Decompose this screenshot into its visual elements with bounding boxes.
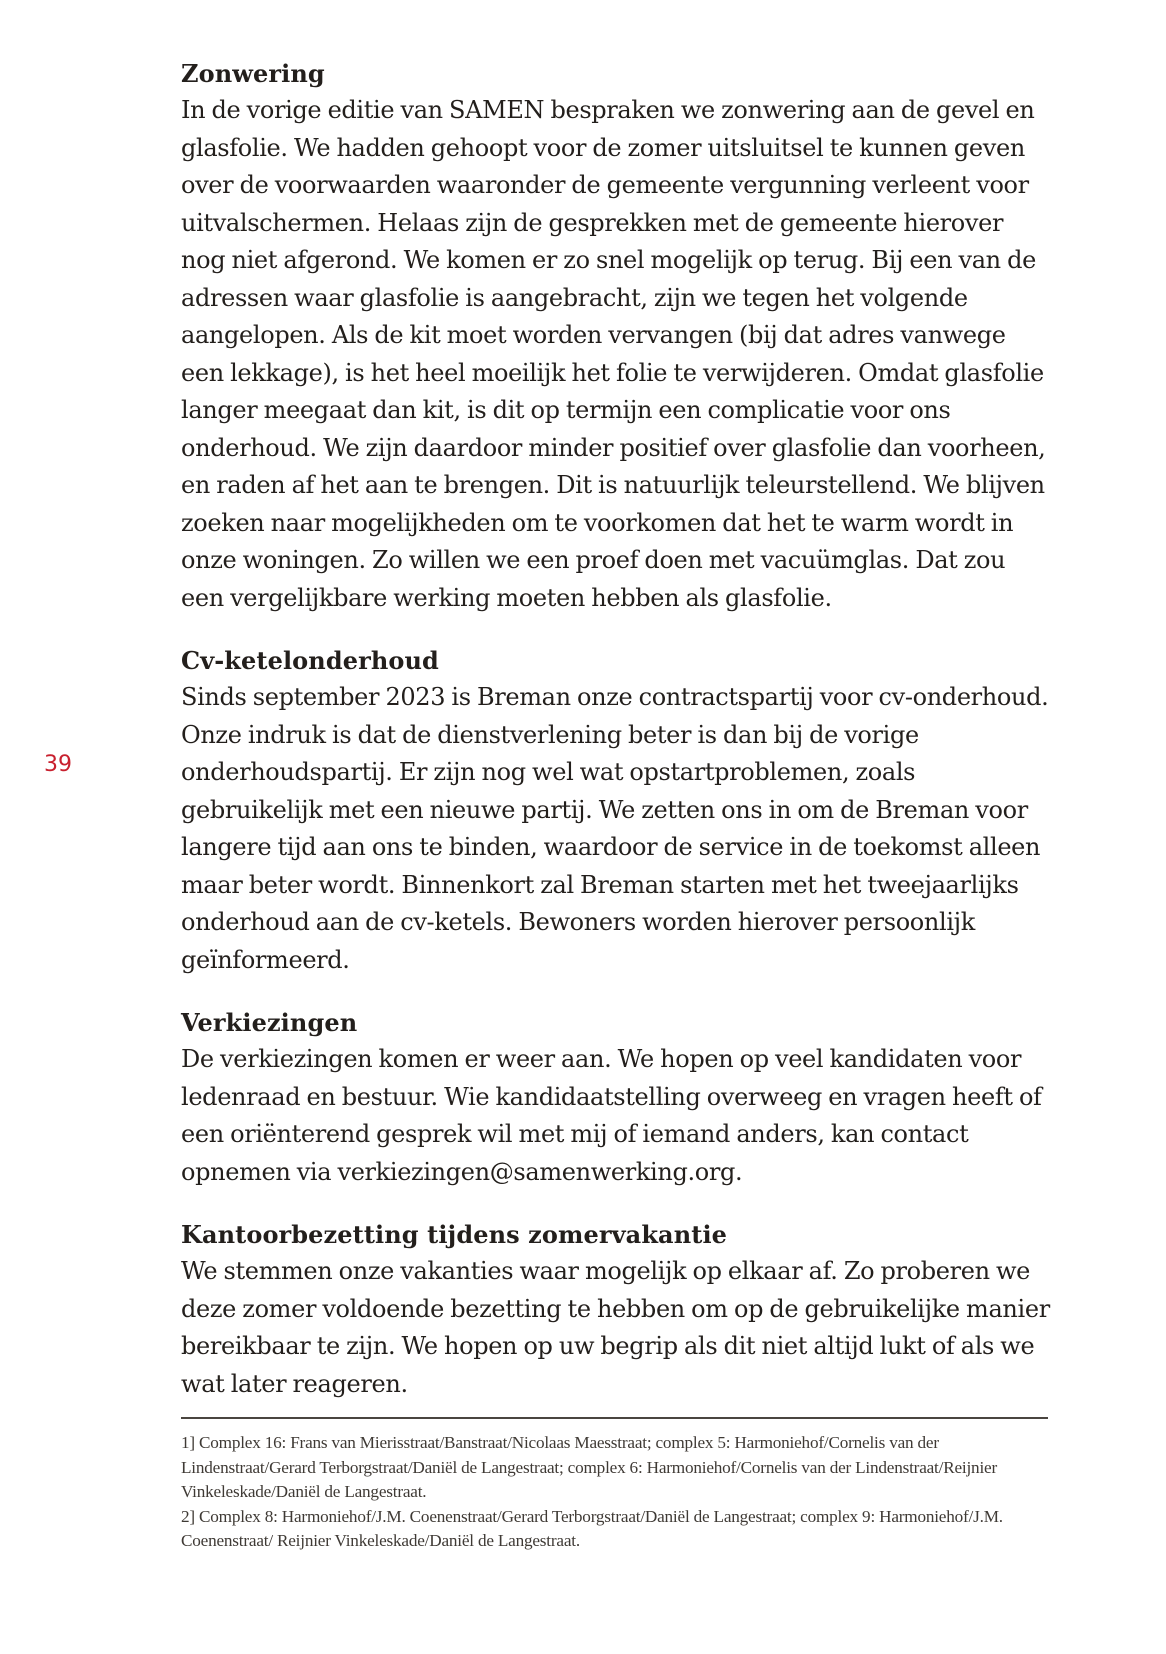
section-body: We stemmen onze vakanties waar mogelijk op elkaar af. Zo proberen we deze zomer voldoende bezetting te hebben om op de gebruikelijke manier bereikbaar te zijn. We hopen op uw begrip als dit niet altijd lukt of als we wat later reageren. bbox=[181, 1257, 1050, 1398]
section-heading: Kantoorbezetting tijdens zomervakantie bbox=[181, 1220, 728, 1249]
section-heading: Cv-ketelonderhoud bbox=[181, 646, 439, 675]
section-body: De verkiezingen komen er weer aan. We hopen op veel kandidaten voor ledenraad en bestuur. Wie kandidaatstelling overweeg en vragen heeft of een oriënterend gesprek wil met mij of iemand anders, kan contact opnemen via verkiezingen@samenwerking.org. bbox=[181, 1045, 1042, 1186]
section-cv-ketelonderhoud bbox=[181, 643, 1051, 979]
footnotes bbox=[181, 1431, 1048, 1554]
page-number: 39 bbox=[44, 752, 72, 777]
section-body: In de vorige editie van SAMEN bespraken we zonwering aan de gevel en glasfolie. We hadden gehoopt voor de zomer uitsluitsel te kunnen geven over de voorwaarden waaronder de gemeente vergunning verleent voor uitvalschermen. Helaas zijn de gesprekken met de gemeente hierover nog niet afgerond. We komen er zo snel mogelijk op terug. Bij een van de adressen waar glasfolie is aangebracht, zijn we tegen het volgende aangelopen. Als de kit moet worden vervangen (bij dat adres vanwege een lekkage), is het heel moeilijk het folie te verwijderen. Omdat glasfolie langer meegaat dan kit, is dit op termijn een complicatie voor ons onderhoud. We zijn daardoor minder positief over glasfolie dan voorheen, en raden af het aan te brengen. Dit is natuurlijk teleurstellend. We blijven zoeken naar mogelijkheden om te voorkomen dat het te warm wordt in onze woningen. Zo willen we een proef doen met vacuümglas. Dat zou een vergelijkbare werking moeten hebben als glasfolie. bbox=[181, 96, 1046, 612]
footnote-2: 2] Complex 8: Harmoniehof/J.M. Coenenstraat/Gerard Terborgstraat/Daniël de Langestraat; complex 9: Harmoniehof/J.M. Coenenstraat/ Reijnier Vinkeleskade/Daniël de Langestraat. bbox=[181, 1506, 1003, 1550]
section-body: Sinds september 2023 is Breman onze contractspartij voor cv-onderhoud. Onze indruk is dat de dienstverlening beter is dan bij de vorige onderhoudspartij. Er zijn nog wel wat opstartproblemen, zoals gebruikelijk met een nieuwe partij. We zetten ons in om de Breman voor langere tijd aan ons te binden, waardoor de service in de toekomst alleen maar beter wordt. Binnenkort zal Breman starten met het tweejaarlijks onderhoud aan de cv-ketels. Bewoners worden hierover persoonlijk geïnformeerd. bbox=[181, 683, 1049, 974]
section-heading: Zonwering bbox=[181, 59, 325, 88]
section-verkiezingen bbox=[181, 1005, 1051, 1191]
section-heading: Verkiezingen bbox=[181, 1008, 358, 1037]
section-zonwering bbox=[181, 56, 1051, 617]
section-kantoorbezetting bbox=[181, 1217, 1051, 1403]
article-column bbox=[181, 56, 1051, 1554]
footnote-divider bbox=[181, 1417, 1048, 1419]
footnote-1: 1] Complex 16: Frans van Mierisstraat/Banstraat/Nicolaas Maesstraat; complex 5: Harmoniehof/Cornelis van der Lindenstraat/Gerard Terborgstraat/Daniël de Langestraat; complex 6: Harmoniehof/Cornelis van der Lindenstraat/Reijnier Vinkeleskade/Daniël de Langestraat. bbox=[181, 1433, 997, 1501]
